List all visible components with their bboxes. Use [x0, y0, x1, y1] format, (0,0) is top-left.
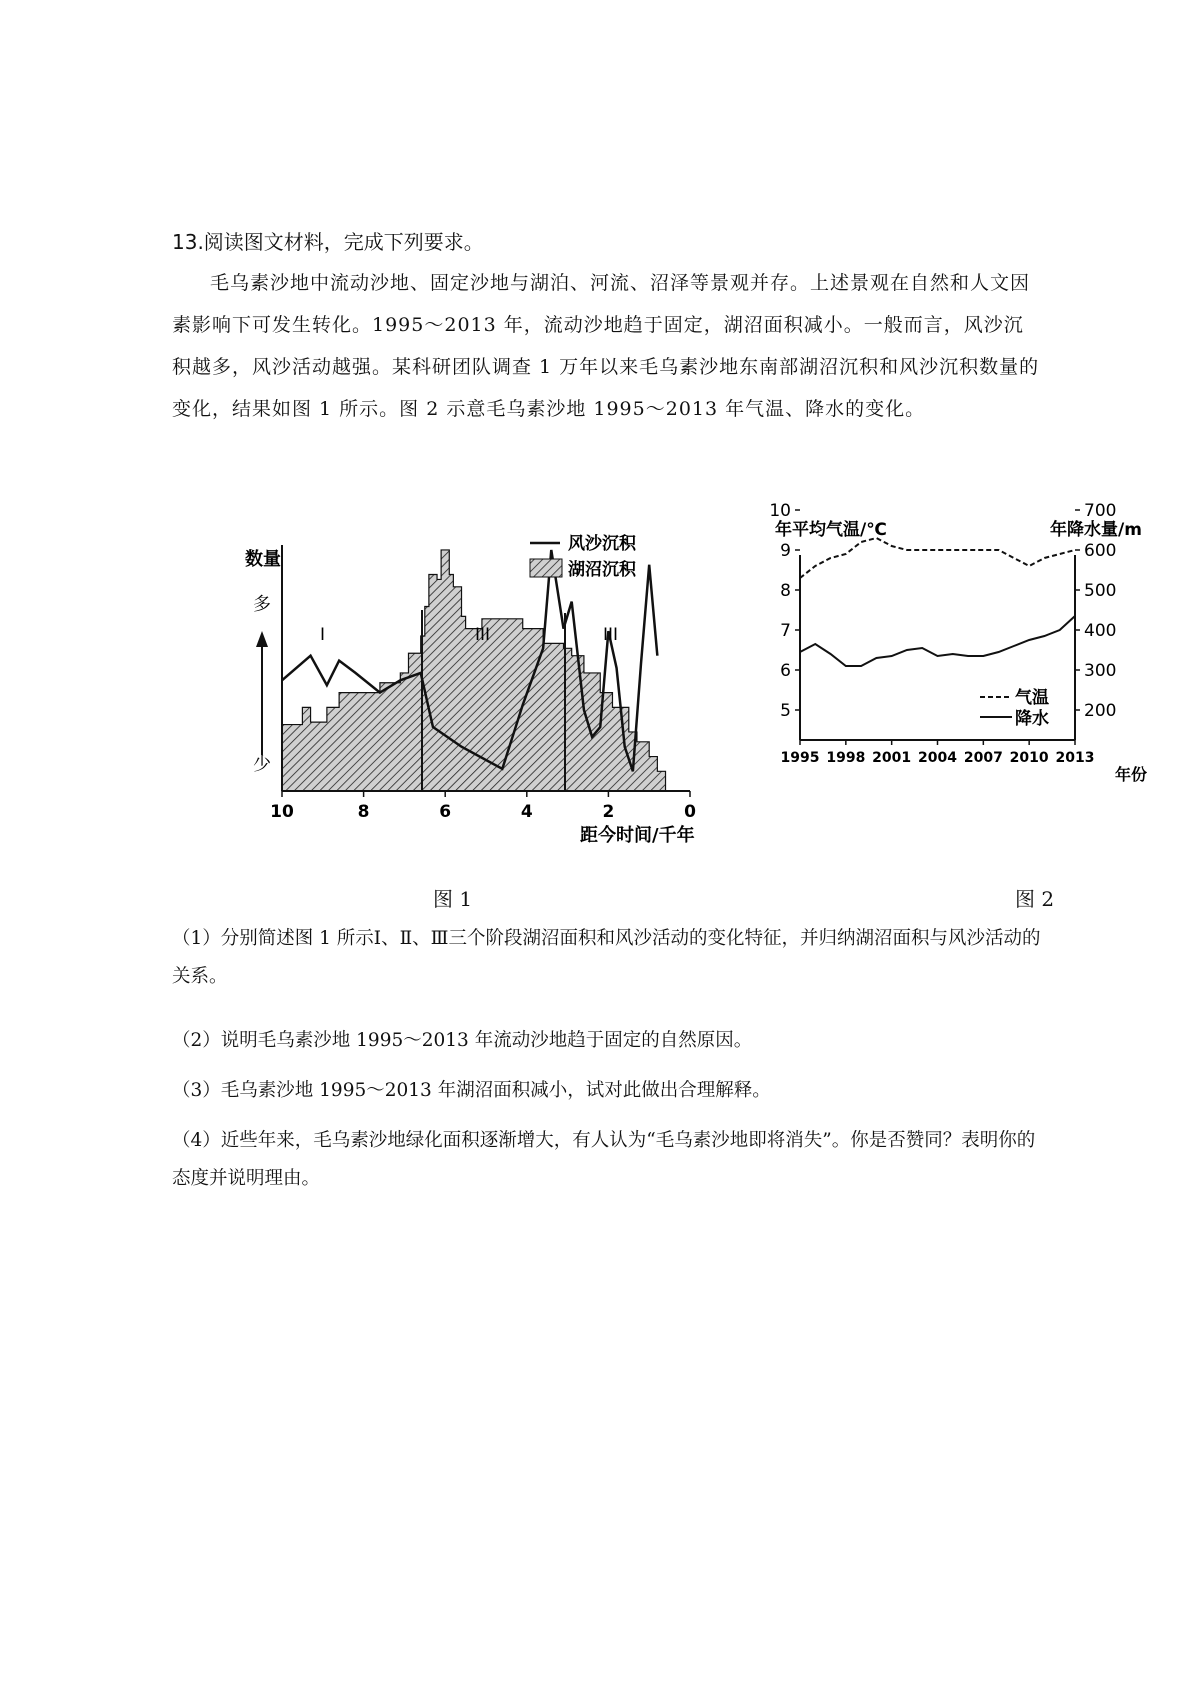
- fig2-x-ticks: [781, 740, 1095, 766]
- fig2-x-tick-label: 1995: [780, 750, 820, 766]
- figure1-caption: 图 1: [433, 887, 473, 911]
- sub-question-3: （3）毛乌素沙地 1995～2013 年湖沼面积减小，试对此做出合理解释。: [172, 1080, 771, 1101]
- fig1-ylabel: 数量: [245, 549, 281, 570]
- temperature-line: [800, 538, 1075, 578]
- fig2-left-tick-label: 8: [780, 581, 791, 601]
- fig1-xlabel: 距今时间/千年: [580, 825, 695, 846]
- fig2-right-tick-label: 500: [1084, 581, 1117, 601]
- stage-label-1: I: [320, 625, 326, 645]
- fig1-less: 少: [253, 754, 271, 775]
- stage-label-3: III: [603, 625, 619, 645]
- fig2-ylabel-left: 年平均气温/℃: [775, 520, 887, 540]
- precipitation-line: [800, 616, 1075, 666]
- fig1-x-ticks: [270, 791, 696, 822]
- fig2-left-tick-label: 5: [780, 701, 791, 721]
- fig2-x-tick-label: 2007: [963, 750, 1003, 766]
- fig2-ylabel-right: 年降水量/m: [1050, 520, 1142, 540]
- legend-temp-label: 气温: [1015, 688, 1049, 708]
- fig1-more: 多: [253, 594, 271, 615]
- fig2-right-tick-label: 300: [1084, 661, 1117, 681]
- fig2-right-tick-label: 700: [1084, 501, 1117, 521]
- fig2-right-tick-label: 400: [1084, 621, 1117, 641]
- fig2-x-tick-label: 1998: [826, 750, 866, 766]
- legend-precip-label: 降水: [1015, 709, 1049, 729]
- lake-deposit-area: [282, 550, 666, 791]
- precipitation-series: [800, 616, 1075, 666]
- fig2-left-tick-label: 9: [780, 541, 791, 561]
- temperature-series: [800, 538, 1075, 578]
- fig2-right-tick-label: 600: [1084, 541, 1117, 561]
- fig1-x-tick-label: 0: [684, 802, 696, 822]
- fig2-xlabel: 年份: [1115, 765, 1148, 784]
- fig1-x-tick-label: 8: [357, 802, 370, 822]
- fig2-left-tick-label: 7: [780, 621, 791, 641]
- sub-question-1: （1）分别简述图 1 所示Ⅰ、Ⅱ、Ⅲ三个阶段湖沼面积和风沙活动的变化特征，并归纳湖沼面积与风沙活动的关系。: [172, 928, 1041, 987]
- fig2-x-tick-label: 2001: [872, 750, 912, 766]
- fig2-right-tick-label: 200: [1084, 701, 1117, 721]
- fig1-x-tick-label: 4: [520, 802, 533, 822]
- stage-label-2: III: [475, 625, 491, 645]
- figure1-chart: [220, 525, 740, 855]
- fig1-arrow-head: [256, 631, 268, 647]
- question-paragraph: 毛乌素沙地中流动沙地、固定沙地与湖泊、河流、沼泽等景观并存。上述景观在自然和人文因素影响下可发生转化。1995～2013 年，流动沙地趋于固定，湖沼面积减小。一般而言，风沙沉积越多，风沙活动越强。某科研团队调查 1 万年以来毛乌素沙地东南部湖沼沉积和风沙沉积数量的变化，结果如图 1 所示。图 2 示意毛乌素沙地 1995～2013 年气温、降水的变化。: [172, 272, 1040, 420]
- question-title: 13.阅读图文材料，完成下列要求。: [172, 230, 484, 254]
- figure2-chart: [765, 500, 1185, 840]
- sub-question-4: （4）近些年来，毛乌素沙地绿化面积逐渐增大，有人认为“毛乌素沙地即将消失”。你是否赞同？表明你的态度并说明理由。: [172, 1130, 1036, 1189]
- fig2-x-tick-label: 2010: [1009, 750, 1049, 766]
- lake-deposit-series: [282, 550, 666, 791]
- fig2-left-tick-label: 6: [780, 661, 791, 681]
- sub-question-2: （2）说明毛乌素沙地 1995～2013 年流动沙地趋于固定的自然原因。: [172, 1030, 753, 1051]
- legend-lake-swatch: [530, 559, 562, 577]
- fig2-x-tick-label: 2004: [918, 750, 957, 766]
- fig2-left-tick-label: 10: [769, 501, 791, 521]
- fig1-x-tick-label: 6: [439, 802, 452, 822]
- legend-lake-label: 湖沼沉积: [568, 560, 636, 580]
- figure2-caption: 图 2: [1015, 887, 1055, 911]
- legend-wind-label: 风沙沉积: [568, 534, 636, 554]
- fig1-x-tick-label: 2: [602, 802, 615, 822]
- fig1-x-tick-label: 10: [270, 802, 294, 822]
- fig2-x-tick-label: 2013: [1055, 750, 1095, 766]
